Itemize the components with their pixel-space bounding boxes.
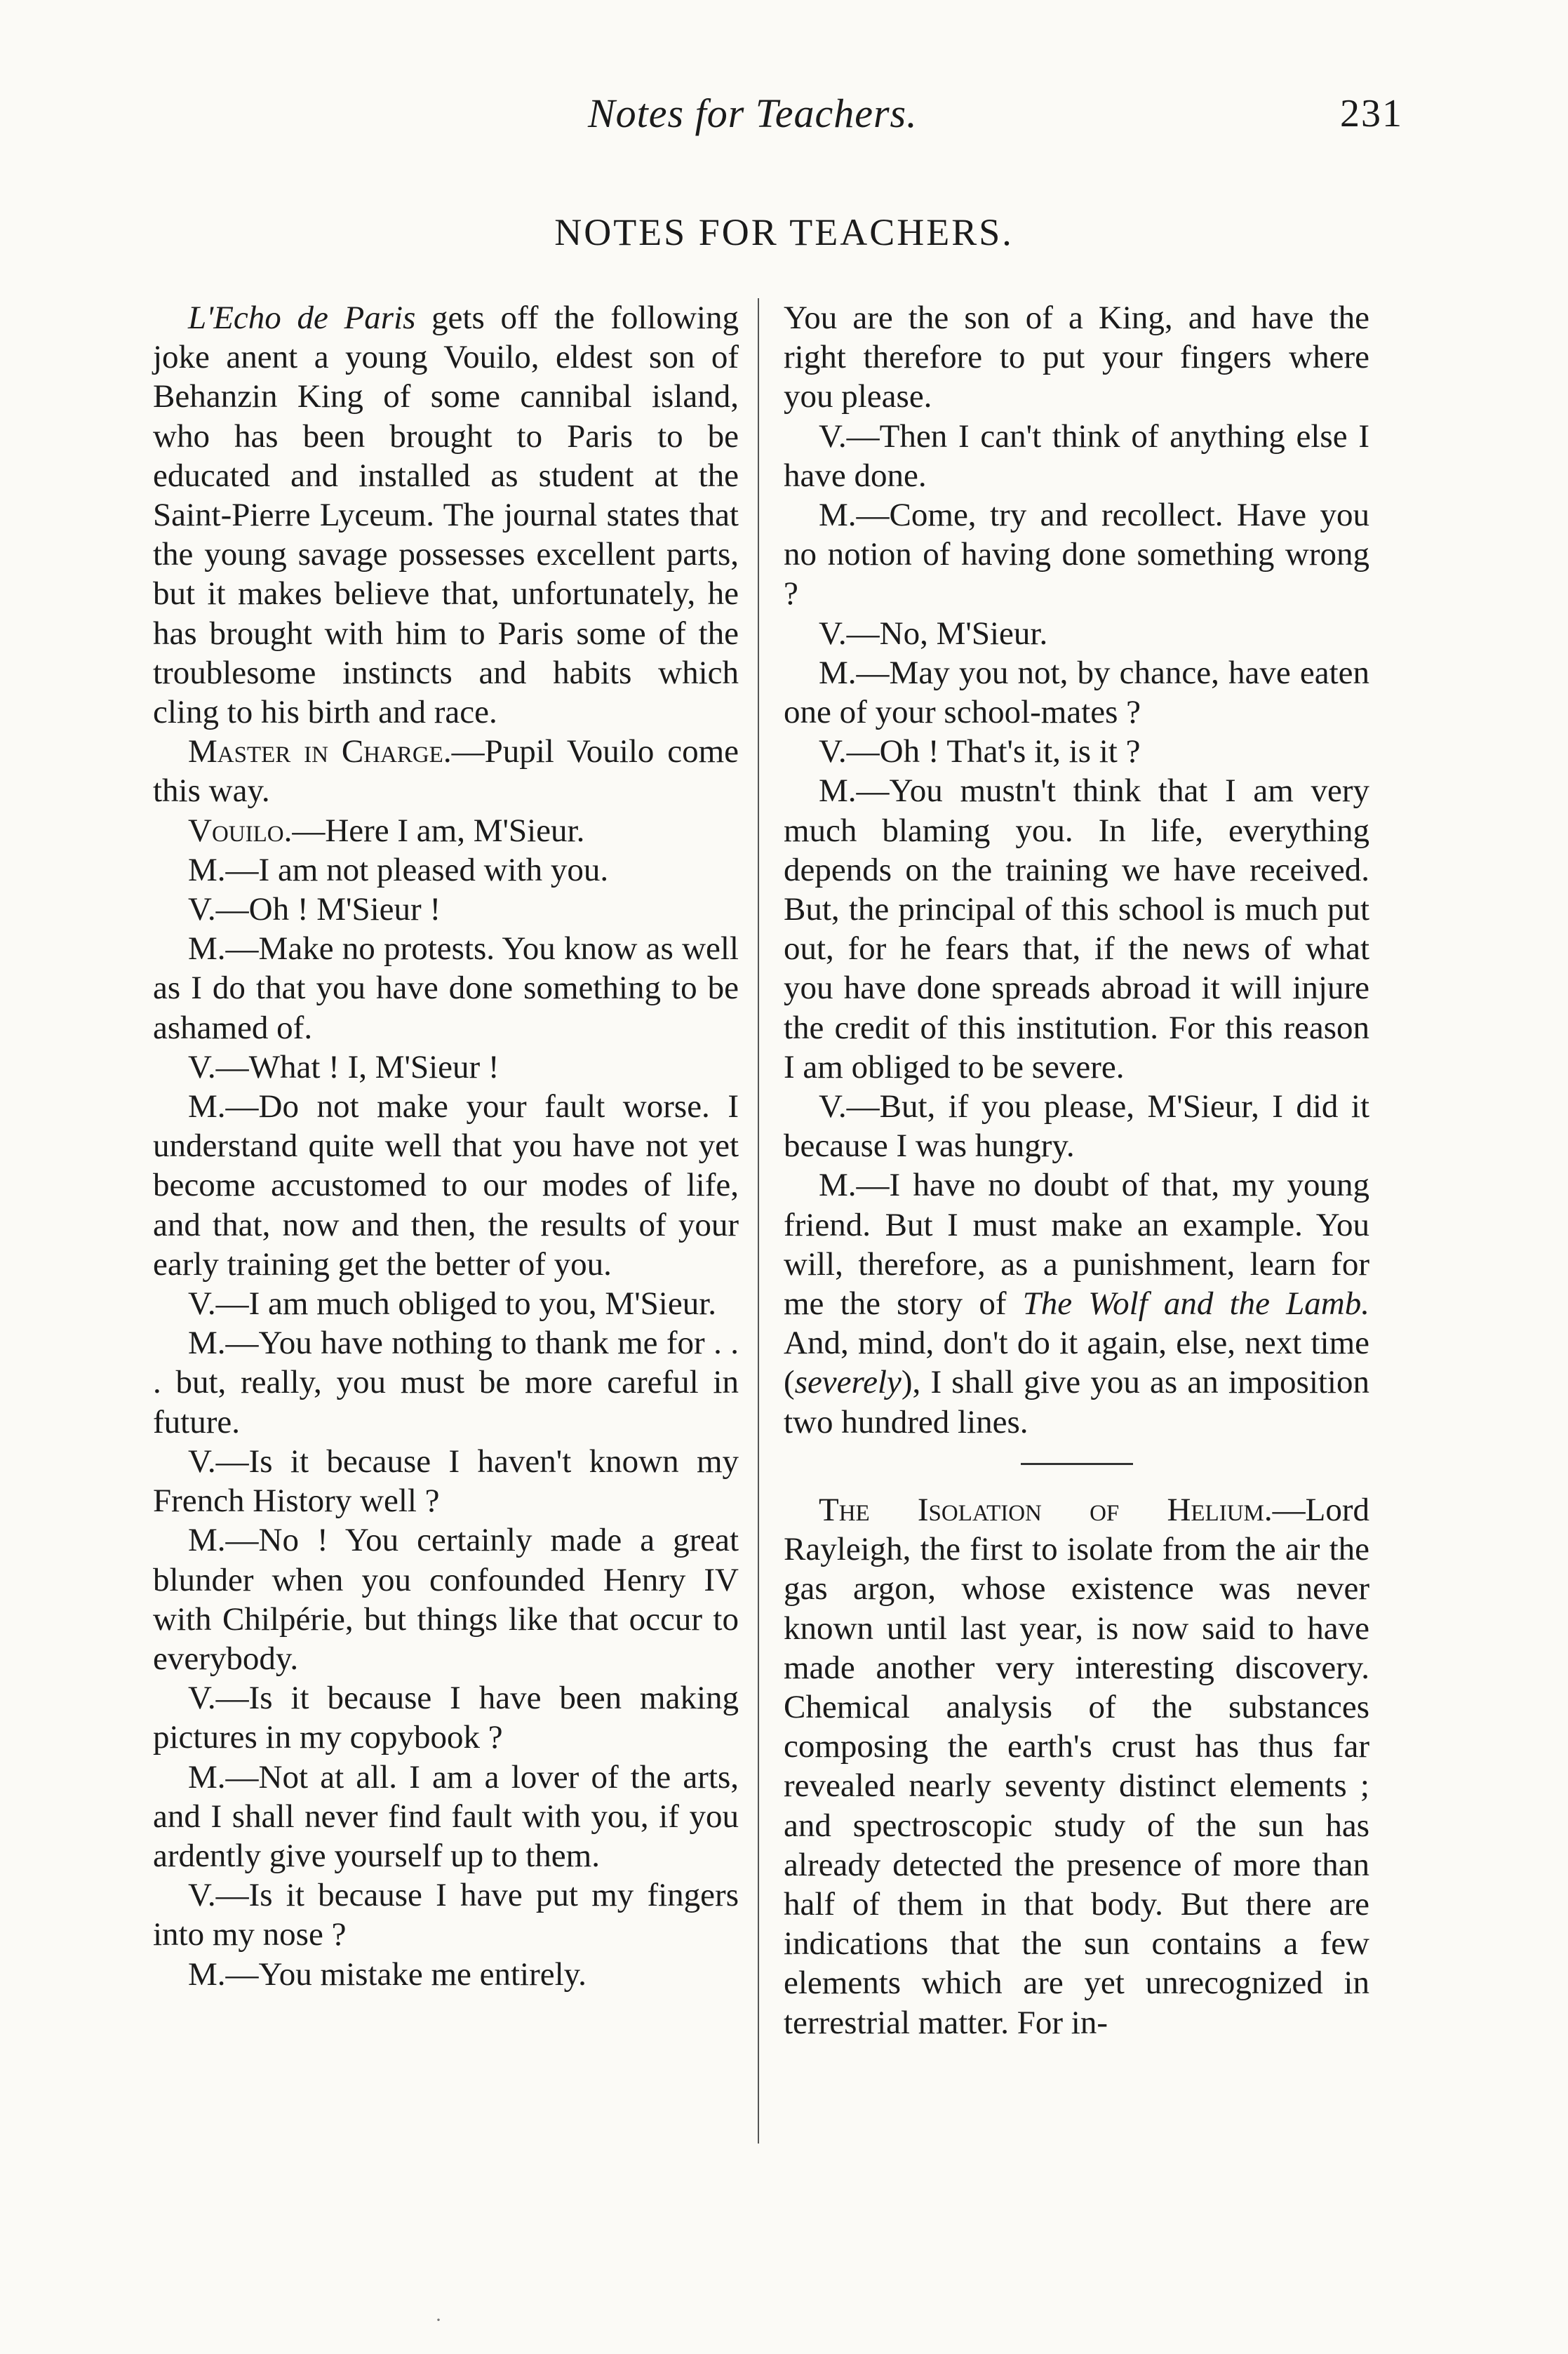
section-separator [1021,1463,1133,1465]
text-run: M.—No ! You certainly made a great blunder when you confounded Henry IV with Chilpérie, but things like that occur to everybody. [153,1522,739,1677]
paragraph [784,732,1369,771]
text-run: V.—But, if you please, M'Sieur, I did it because I was hungry. [784,1088,1369,1165]
speaker-heading: Master in Charge. [188,733,452,770]
text-run: ), I shall give you as an imposition two hundred lines. [784,1364,1369,1440]
text-run: V.—Oh ! M'Sieur ! [188,891,441,928]
paragraph [784,1165,1369,1441]
text-run: V.—Then I can't think of anything else I have done. [784,417,1369,494]
text-run: M.—You mustn't think that I am very much blaming you. In life, everything depends on the training we have received. But, the principal of this school is much put out, for he fears that, if the news of what you have done spreads abroad it will injure the credit of this institution. For this reason I am obliged to be severe. [784,773,1369,1085]
text-run: V.—What ! I, M'Sieur ! [188,1048,500,1085]
running-title: Notes for Teachers. [588,91,918,136]
text-run: —Here I am, M'Sieur. [292,812,585,849]
paragraph [153,298,739,732]
paragraph [153,1520,739,1678]
paragraph [153,1284,739,1323]
paragraph [784,771,1369,1087]
paragraph [784,1087,1369,1165]
paragraph [153,1678,739,1757]
column-divider [758,298,759,2144]
text-run: M.—I am not pleased with you. [188,851,609,888]
paragraph [153,1323,739,1442]
paragraph [153,732,739,810]
paragraph [784,298,1369,417]
text-run: M.—I have no doubt of that, my young friend. But I must make an example. You will, therefore, as a punishment, learn for me the story of [784,1167,1369,1323]
italic-text: The Wolf and the Lamb. [1022,1285,1369,1323]
speaker-heading: The Isolation of Helium. [819,1491,1273,1528]
text-run: And, mind, don't do it again, else, next time ( [784,1325,1369,1401]
paragraph [784,495,1369,614]
paragraph [784,1490,1369,2042]
italic-text: L'Echo de Paris [188,300,416,336]
paragraph [784,653,1369,732]
text-run: gets off the following joke anent a young Vouilo, eldest son of Behanzin King of some cannibal island, who has been brought to Paris to be educated and installed as student at the Saint-Pierre Lyceum. The journal states that the young savage possesses excellent parts, but it makes believe that, unfortunately, he has brought with him to Paris some of the troublesome instincts and habits which cling to his birth and race. [153,300,739,731]
text-run: V.—Is it because I have put my fingers into my nose ? [153,1877,739,1953]
paragraph [153,1875,739,1954]
speaker-heading: Vouilo. [188,812,293,849]
paragraph [153,850,739,890]
text-run: M.—You mistake me entirely. [188,1955,587,1993]
text-run: M.—Come, try and recollect. Have you no notion of having done something wrong ? [784,497,1369,613]
paragraph [153,890,739,929]
paragraph [153,1442,739,1520]
print-speck: · [435,2308,442,2332]
text-run: V.—No, M'Sieur. [819,615,1048,652]
text-run: V.—Oh ! That's it, is it ? [819,733,1141,770]
paragraph [153,1048,739,1087]
text-run: M.—May you not, by chance, have eaten one of your school-mates ? [784,654,1369,731]
paragraph [784,417,1369,495]
page-number: 231 [1340,92,1403,135]
paragraph [153,1955,739,1994]
text-run: V.—Is it because I haven't known my French History well ? [153,1443,739,1520]
text-run: V.—I am much obliged to you, M'Sieur. [188,1285,717,1323]
paragraph [153,1758,739,1876]
text-run: You are the son of a King, and have the right therefore to put your fingers where you please. [784,300,1369,415]
italic-text: severely [794,1364,902,1401]
right-column [784,298,1369,2042]
text-run: M.—Make no protests. You know as well as I do that you have done something to be ashamed of. [153,930,739,1046]
text-run: M.—Do not make your fault worse. I understand quite well that you have not yet become accustomed to our modes of life, and that, now and then, the results of your early training get the better of you. [153,1088,739,1283]
text-run: —Pupil Vouilo come this way. [153,733,739,810]
paragraph [153,1087,739,1284]
paragraph [153,929,739,1048]
text-run: V.—Is it because I have been making pictures in my copybook ? [153,1680,739,1756]
text-run: M.—You have nothing to thank me for . . . but, really, you must be more careful in future. [153,1325,739,1440]
text-run: —Lord Rayleigh, the first to isolate from the air the gas argon, whose existence was never known until last year, is now said to have made another very interesting discovery. Chemical analysis of the substances composing the earth's crust has thus far revealed nearly seventy distinct elements ; and spectroscopic study of the sun has already detected the presence of more than half of them in that body. But there are indications that the sun contains a few elements which are yet unrecognized in terrestrial matter. For in- [784,1491,1369,2041]
running-head [0,90,1568,160]
paragraph [784,614,1369,653]
text-run: M.—Not at all. I am a lover of the arts, and I shall never find fault with you, if you ardently give yourself up to them. [153,1758,739,1874]
left-column [153,298,739,1994]
paragraph [153,811,739,850]
section-title: NOTES FOR TEACHERS. [554,211,1014,253]
